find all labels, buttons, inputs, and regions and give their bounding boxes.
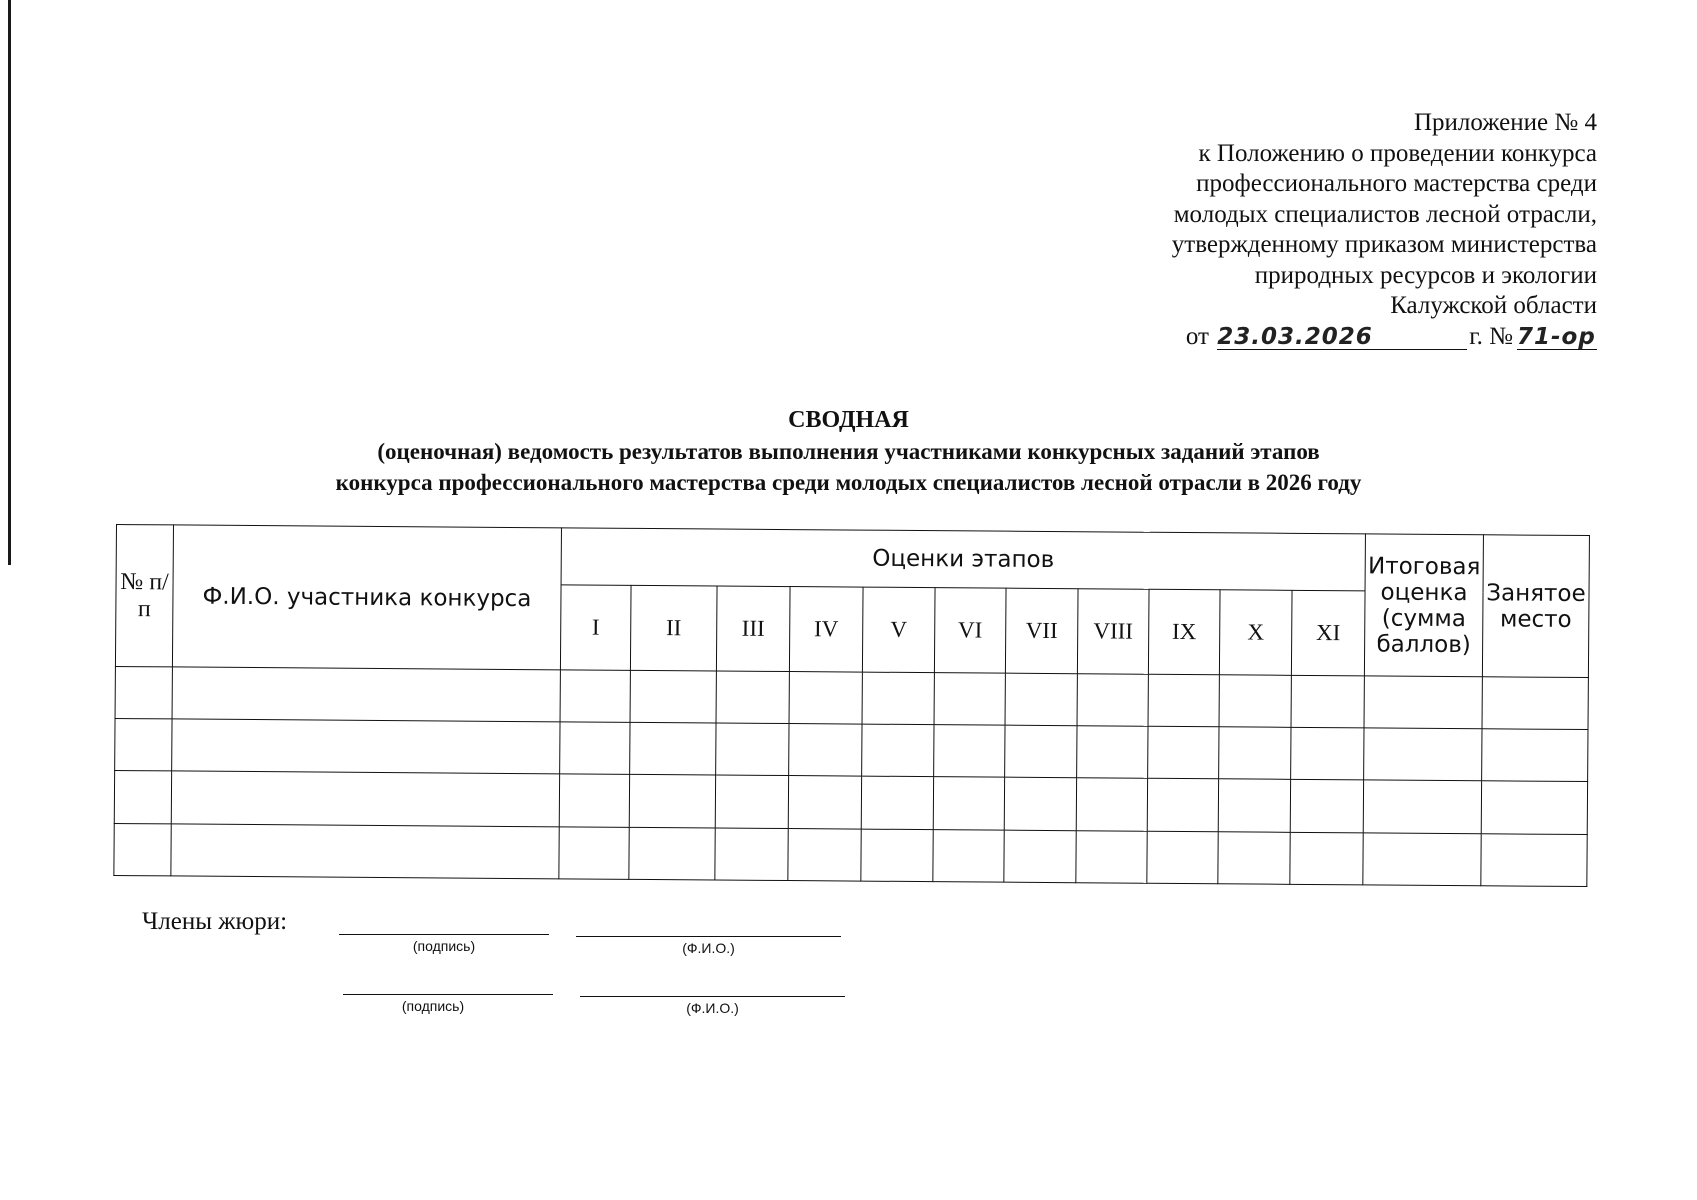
table-cell[interactable] xyxy=(630,722,716,775)
stage-header: IX xyxy=(1148,589,1220,675)
table-cell[interactable] xyxy=(1290,832,1363,885)
score-table xyxy=(113,524,1590,887)
table-cell[interactable] xyxy=(1482,729,1588,782)
table-cell[interactable] xyxy=(559,827,629,880)
document-title xyxy=(0,405,1697,498)
table-cell[interactable] xyxy=(716,723,789,776)
order-date-handwritten: 23.03.2026 xyxy=(1217,323,1373,350)
table-cell[interactable] xyxy=(171,824,559,879)
table-cell[interactable] xyxy=(1219,727,1291,780)
table-cell[interactable] xyxy=(933,830,1004,883)
stage-header: II xyxy=(630,585,717,671)
table-cell[interactable] xyxy=(1147,831,1218,884)
col-header-total: Итоговая оценка (сумма баллов) xyxy=(1364,534,1483,677)
table-cell[interactable] xyxy=(1076,778,1147,832)
approval-header xyxy=(1077,108,1597,352)
table-cell[interactable] xyxy=(1363,833,1481,886)
table-cell[interactable] xyxy=(1148,726,1219,779)
stage-header: III xyxy=(716,586,790,672)
table-cell[interactable] xyxy=(1218,779,1290,833)
signature-caption-2: (подпись) xyxy=(401,998,465,1014)
table-cell[interactable] xyxy=(1077,726,1148,779)
stage-header: X xyxy=(1219,590,1292,676)
table-cell[interactable] xyxy=(1005,673,1077,726)
table-cell[interactable] xyxy=(1077,674,1148,727)
table-cell[interactable] xyxy=(1364,728,1482,781)
table-cell[interactable] xyxy=(171,771,559,827)
table-cell[interactable] xyxy=(114,770,171,823)
table-cell[interactable] xyxy=(1076,831,1147,884)
table-cell[interactable] xyxy=(1291,675,1364,728)
stage-header: XI xyxy=(1291,590,1365,676)
header-line-appendix: Приложение № 4 xyxy=(1413,109,1597,136)
order-from-label: от xyxy=(1185,322,1209,350)
order-date-line xyxy=(1077,322,1597,353)
stage-header: VII xyxy=(1005,588,1078,674)
table-cell[interactable] xyxy=(560,722,630,775)
header-line-order: утвержденному приказом министерства xyxy=(1171,231,1597,258)
col-header-name: Ф.И.О. участника конкурса xyxy=(172,525,561,670)
table-row xyxy=(114,823,1587,886)
score-table-body xyxy=(114,666,1589,886)
table-cell[interactable] xyxy=(630,670,716,723)
header-line-regulation: к Положению о проведении конкурса xyxy=(1198,139,1597,167)
table-cell[interactable] xyxy=(788,776,861,830)
title-subtitle: (оценочная) ведомость результатов выполнения участниками конкурсных заданий этапов xyxy=(377,439,1320,464)
table-cell[interactable] xyxy=(1005,725,1077,778)
table-cell[interactable] xyxy=(1219,675,1291,728)
table-cell[interactable] xyxy=(1218,832,1290,885)
table-cell[interactable] xyxy=(629,827,715,880)
table-cell[interactable] xyxy=(1147,778,1218,832)
col-header-place: Занятое место xyxy=(1482,535,1589,678)
stage-header: V xyxy=(862,587,935,673)
table-cell[interactable] xyxy=(934,725,1005,778)
table-cell[interactable] xyxy=(114,823,171,875)
table-cell[interactable] xyxy=(1482,677,1588,730)
table-cell[interactable] xyxy=(1004,830,1076,883)
table-cell[interactable] xyxy=(1481,834,1587,887)
order-number-label: г. № xyxy=(1469,322,1513,350)
header-line-ministry: природных ресурсов и экологии xyxy=(1254,261,1597,289)
table-cell[interactable] xyxy=(1481,781,1587,835)
table-cell[interactable] xyxy=(715,775,788,829)
table-cell[interactable] xyxy=(862,724,934,777)
table-cell[interactable] xyxy=(172,719,560,774)
jury-label: Члены жюри: xyxy=(142,908,288,935)
name-caption-1: (Ф.И.О.) xyxy=(682,940,735,956)
header-line-region: Калужской области xyxy=(1390,292,1597,319)
stage-header: IV xyxy=(789,587,863,673)
header-line-contest: профессионального мастерства среди xyxy=(1196,170,1597,197)
col-header-stages: Оценки этапов xyxy=(561,528,1365,591)
table-cell[interactable] xyxy=(560,670,630,723)
table-cell[interactable] xyxy=(861,776,933,830)
table-cell[interactable] xyxy=(629,774,715,828)
table-cell[interactable] xyxy=(1291,727,1364,780)
stage-header: VIII xyxy=(1077,589,1149,675)
table-cell[interactable] xyxy=(115,718,172,770)
col-header-number: № п/п xyxy=(115,525,173,667)
table-cell[interactable] xyxy=(788,829,861,882)
table-cell[interactable] xyxy=(862,672,934,725)
title-main: СВОДНАЯ xyxy=(788,407,909,433)
name-caption-2: (Ф.И.О.) xyxy=(686,1000,739,1016)
signature-line-2[interactable] xyxy=(343,994,553,995)
signature-line-1[interactable] xyxy=(339,934,549,935)
table-cell[interactable] xyxy=(716,671,789,724)
order-date-field xyxy=(1217,325,1467,350)
order-number-field xyxy=(1517,325,1597,350)
table-cell[interactable] xyxy=(715,828,788,881)
table-cell[interactable] xyxy=(115,666,172,718)
table-cell[interactable] xyxy=(1148,674,1219,727)
name-line-2[interactable] xyxy=(580,996,845,997)
table-cell[interactable] xyxy=(559,774,629,828)
order-number-handwritten: 71-ор xyxy=(1517,323,1596,350)
table-cell[interactable] xyxy=(933,777,1004,831)
table-cell[interactable] xyxy=(172,667,560,722)
name-line-1[interactable] xyxy=(576,936,841,937)
table-cell[interactable] xyxy=(1364,676,1482,729)
table-cell[interactable] xyxy=(1004,777,1076,831)
table-cell[interactable] xyxy=(789,724,862,777)
table-cell[interactable] xyxy=(1363,780,1481,834)
table-cell[interactable] xyxy=(934,673,1005,726)
table-cell[interactable] xyxy=(789,672,862,725)
stage-header: I xyxy=(560,585,631,671)
signature-caption-1: (подпись) xyxy=(412,938,476,954)
table-cell[interactable] xyxy=(1290,779,1363,833)
stage-header: VI xyxy=(934,588,1006,674)
table-cell[interactable] xyxy=(861,829,933,882)
title-subtitle-2: конкурса профессионального мастерства среди молодых специалистов лесной отрасли в 2026 году xyxy=(335,470,1362,495)
header-line-specialists: молодых специалистов лесной отрасли, xyxy=(1173,200,1597,228)
